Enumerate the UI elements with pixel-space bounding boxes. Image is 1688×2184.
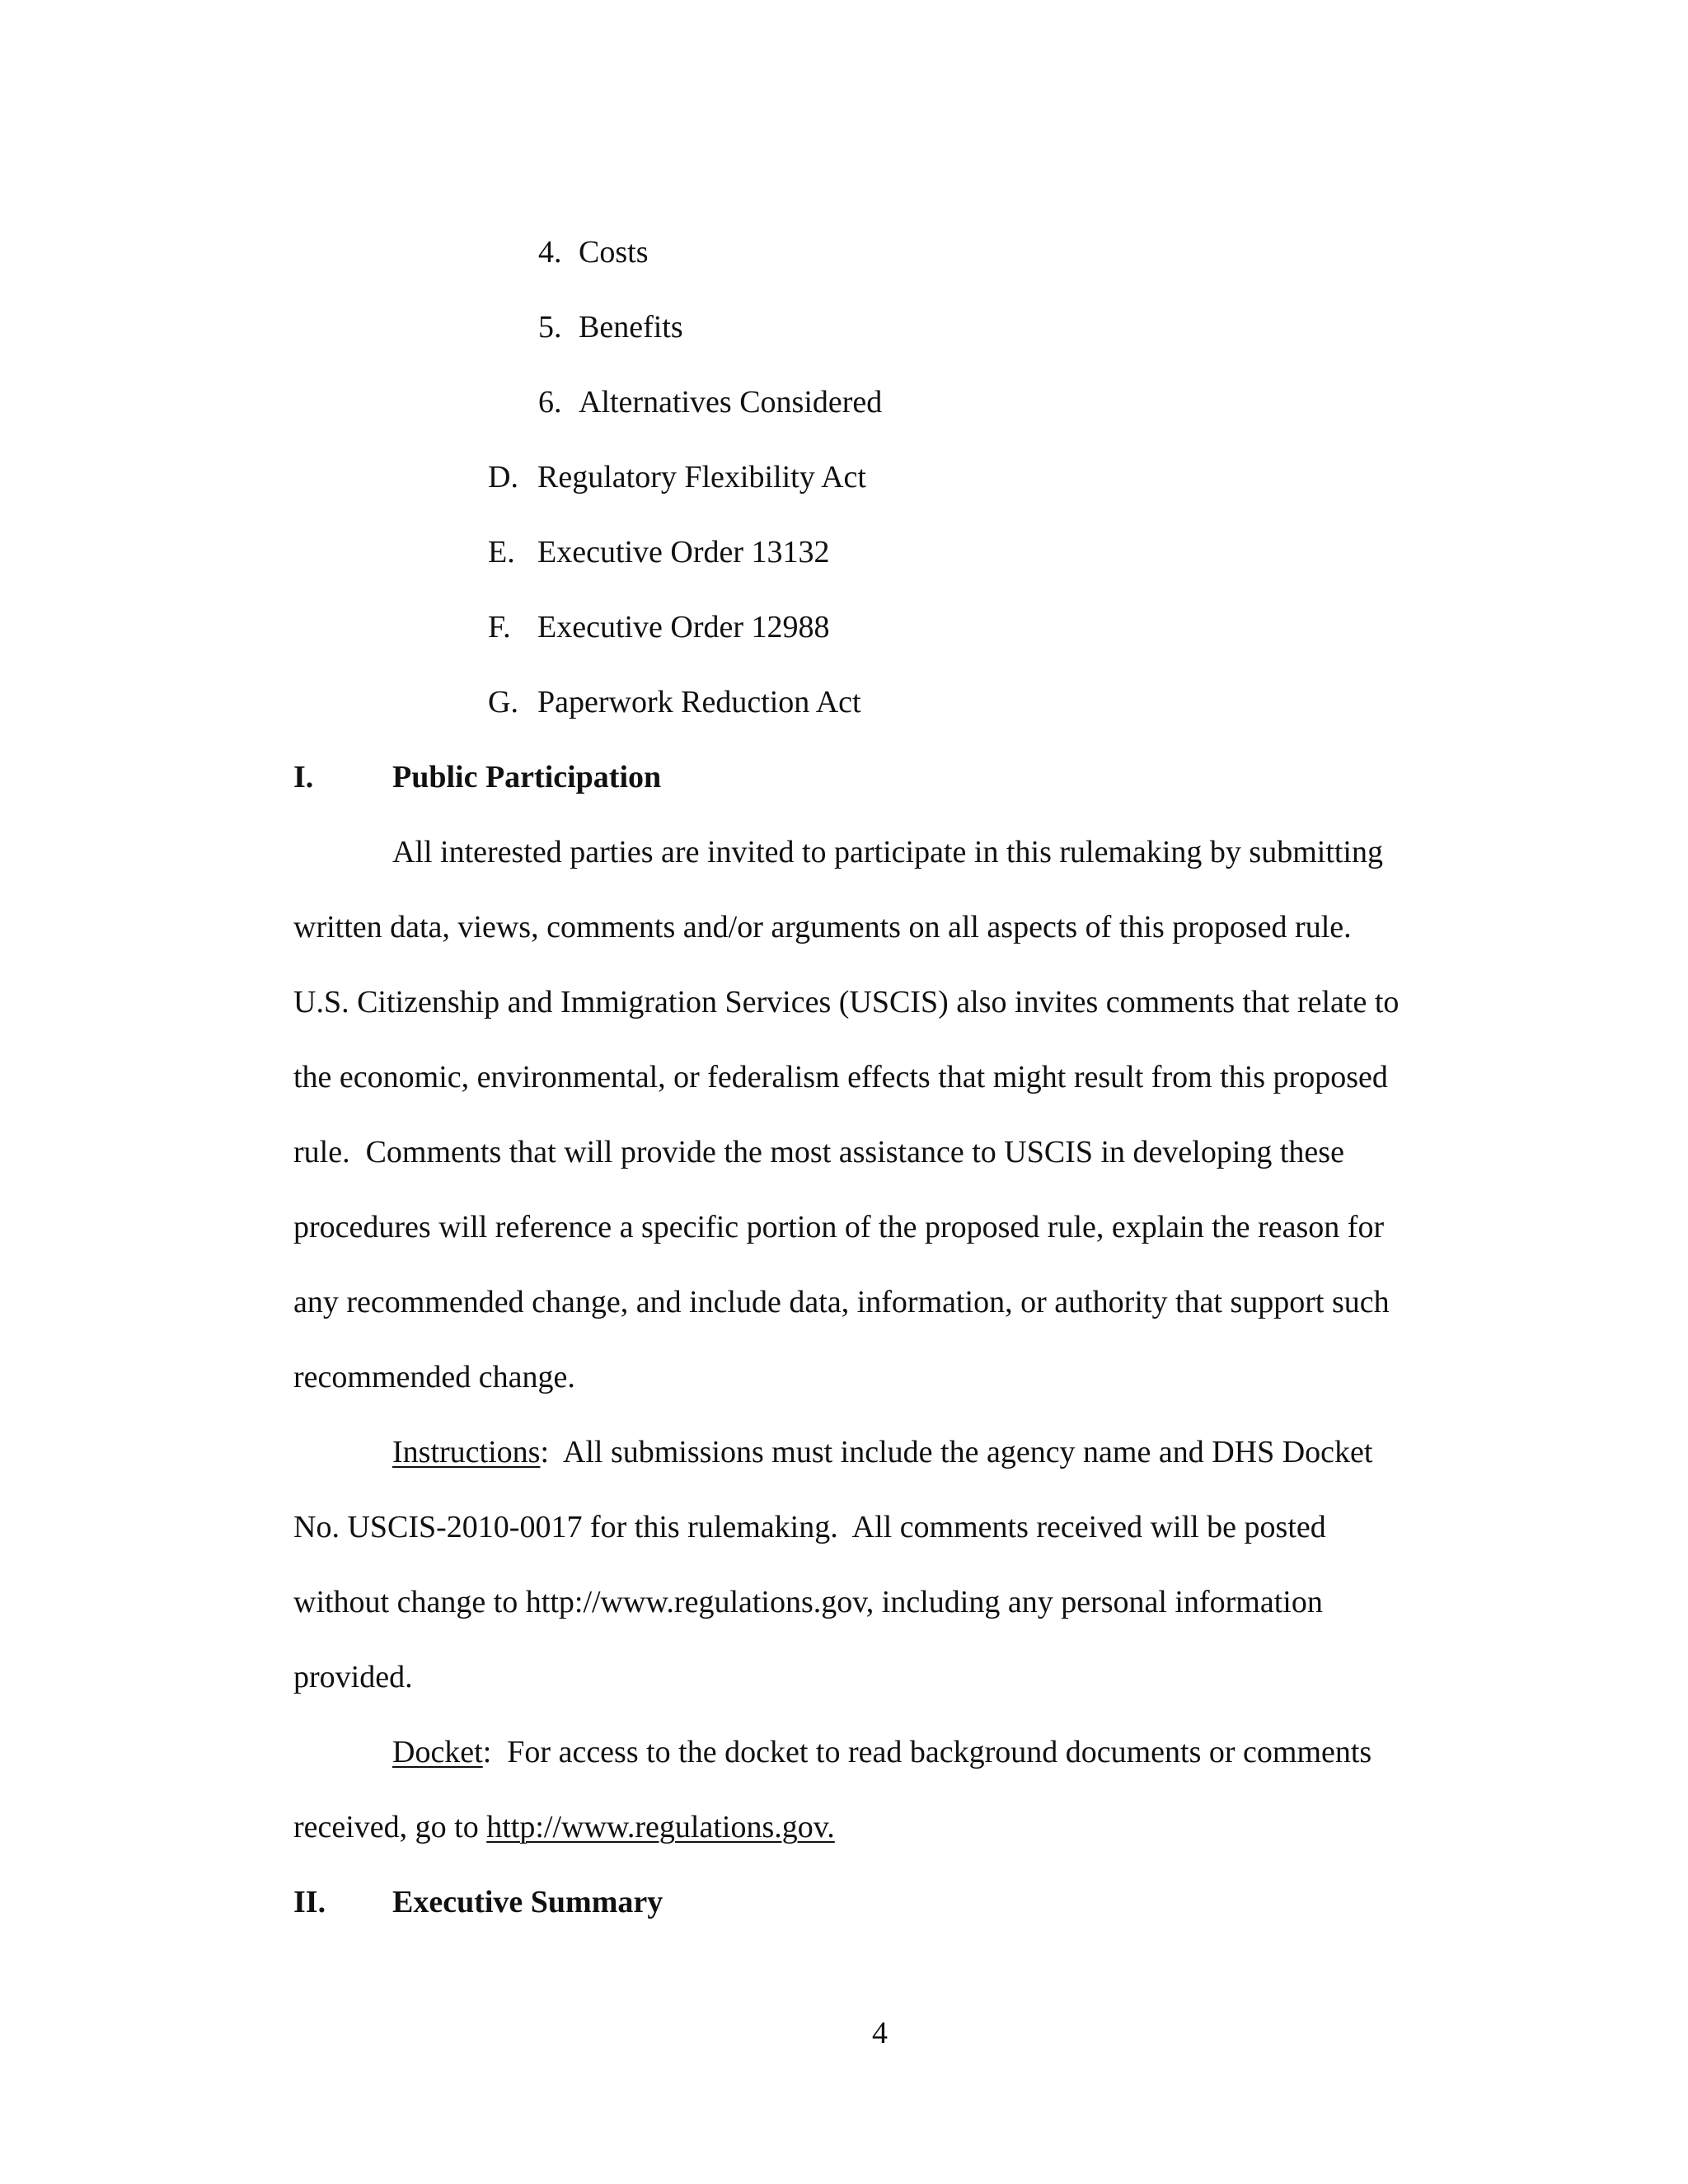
section-heading-executive-summary xyxy=(293,1883,663,1921)
section-heading-public-participation xyxy=(293,758,661,796)
paragraph-line: provided. xyxy=(293,1660,413,1694)
section-numeral: II. xyxy=(293,1885,326,1919)
toc-item-eo-13132 xyxy=(488,533,830,571)
toc-subitem-benefits xyxy=(538,308,683,346)
paragraph-line: the economic, environmental, or federalism effects that might result from this proposed xyxy=(293,1060,1388,1094)
page-number: 4 xyxy=(872,2016,888,2050)
paragraph-line: U.S. Citizenship and Immigration Services (USCIS) also invites comments that relate to xyxy=(293,985,1400,1019)
toc-subitem-text: Benefits xyxy=(579,310,683,344)
paragraph-line: recommended change. xyxy=(293,1360,575,1394)
toc-item-text: Paperwork Reduction Act xyxy=(537,685,861,719)
paragraph-line: any recommended change, and include data, information, or authority that support such xyxy=(293,1285,1390,1319)
paragraph-line: All interested parties are invited to participate in this rulemaking by submitting xyxy=(392,835,1383,869)
toc-item-eo-12988 xyxy=(488,608,830,646)
toc-item-letter: G. xyxy=(488,685,518,719)
instructions-text: : All submissions must include the agency name and DHS Docket xyxy=(540,1435,1373,1469)
toc-subitem-costs xyxy=(538,233,648,271)
section-title: Public Participation xyxy=(392,760,662,794)
toc-item-paperwork-reduction xyxy=(488,683,861,721)
docket-text: : For access to the docket to read background documents or comments xyxy=(482,1735,1372,1769)
toc-subitem-number: 6. xyxy=(538,385,562,419)
paragraph-line: without change to http://www.regulations.gov, including any personal information xyxy=(293,1585,1323,1619)
toc-item-text: Regulatory Flexibility Act xyxy=(537,460,866,494)
toc-item-letter: F. xyxy=(488,610,511,644)
docket-label: Docket xyxy=(392,1735,483,1769)
toc-subitem-text: Costs xyxy=(579,235,649,269)
paragraph-line: rule. Comments that will provide the most assistance to USCIS in developing these xyxy=(293,1135,1344,1169)
toc-item-letter: D. xyxy=(488,460,518,494)
toc-item-text: Executive Order 12988 xyxy=(537,610,830,644)
paragraph-line: No. USCIS-2010-0017 for this rulemaking. All comments received will be posted xyxy=(293,1510,1326,1544)
instructions-label: Instructions xyxy=(392,1435,541,1469)
toc-subitem-number: 4. xyxy=(538,235,562,269)
toc-item-text: Executive Order 13132 xyxy=(537,535,830,569)
regulations-gov-link[interactable]: http://www.regulations.gov. xyxy=(486,1810,835,1844)
section-title: Executive Summary xyxy=(392,1885,663,1919)
paragraph-line: written data, views, comments and/or arguments on all aspects of this proposed rule. xyxy=(293,910,1352,944)
instructions-line xyxy=(392,1433,1372,1471)
section-numeral: I. xyxy=(293,760,314,794)
toc-item-regulatory-flexibility xyxy=(488,458,866,496)
toc-subitem-alternatives xyxy=(538,383,882,421)
paragraph-line: procedures will reference a specific portion of the proposed rule, explain the reason for xyxy=(293,1210,1385,1244)
toc-subitem-text: Alternatives Considered xyxy=(579,385,883,419)
docket-line xyxy=(392,1733,1372,1771)
docket-prefix: received, go to xyxy=(293,1810,487,1844)
toc-item-letter: E. xyxy=(488,535,515,569)
docket-line-2 xyxy=(293,1808,835,1846)
toc-subitem-number: 5. xyxy=(538,310,562,344)
